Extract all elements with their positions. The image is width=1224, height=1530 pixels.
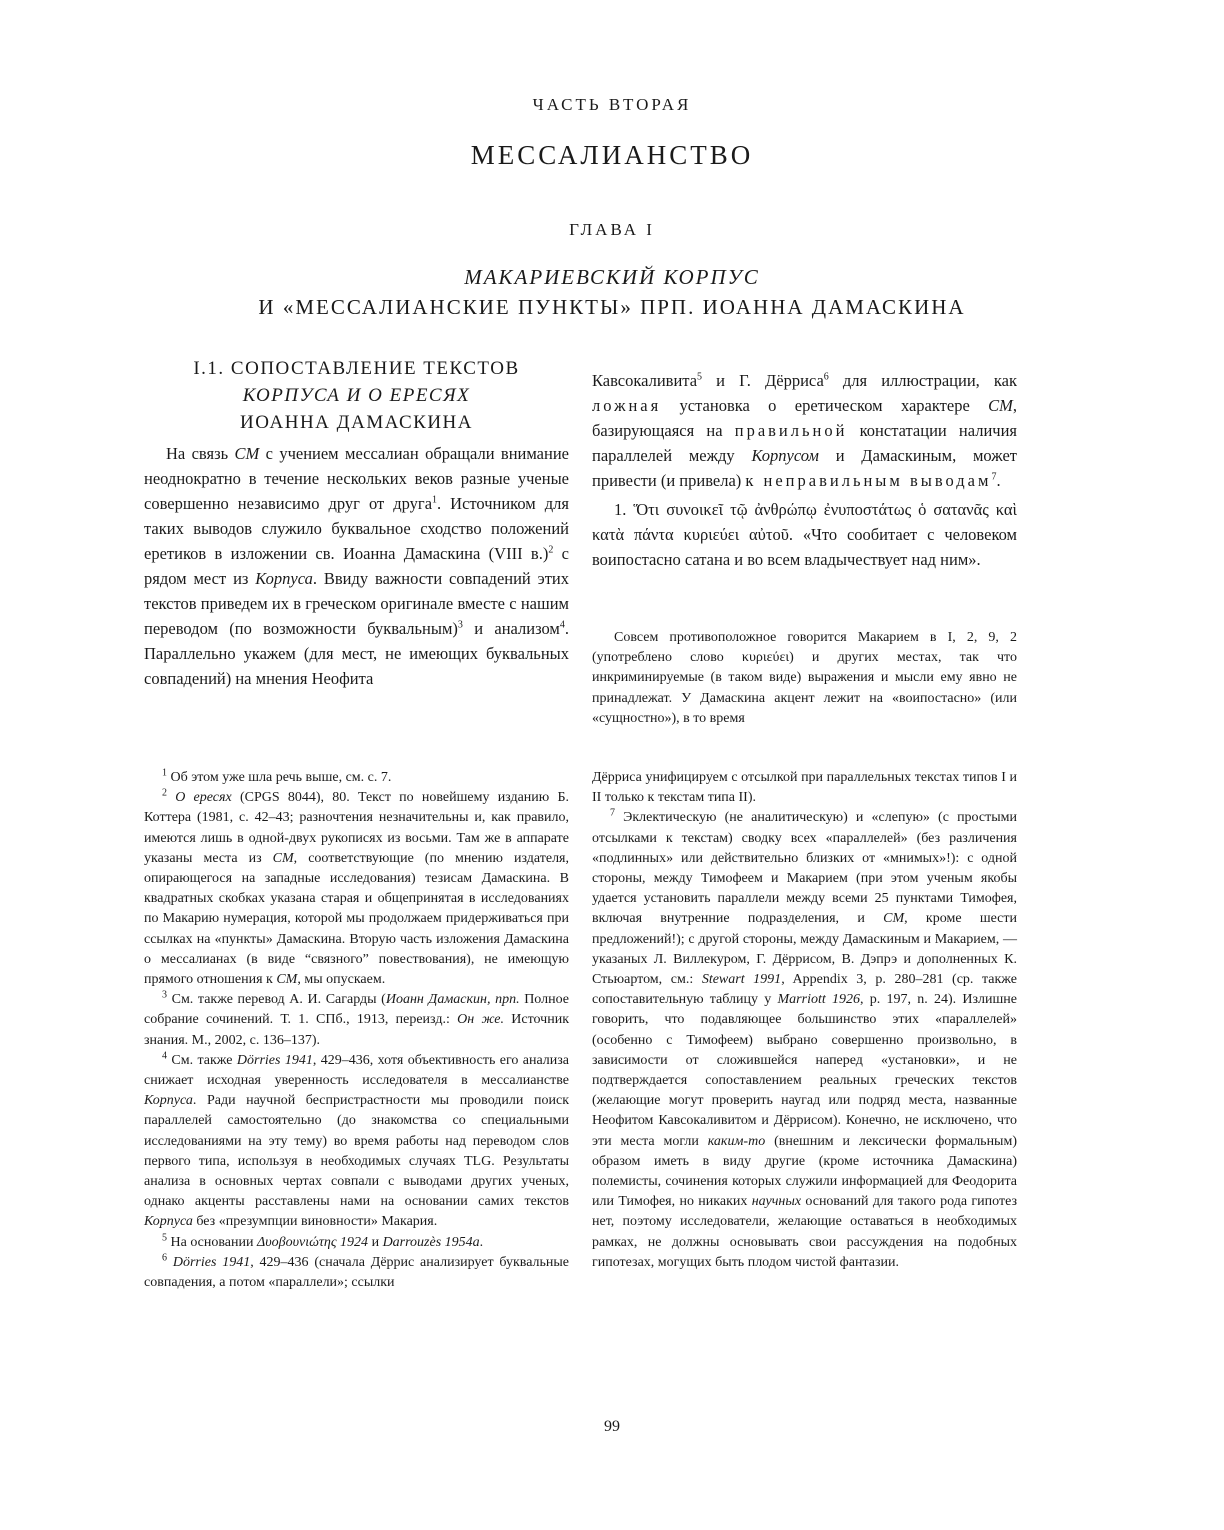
footnote-6-continued: Дёрриса унифицируем с отсылкой при параллельных текстах типов I и II только к текстам типа II). — [592, 770, 1017, 806]
commentary — [592, 628, 1017, 729]
section-heading-line2: КОРПУСА И О ЕРЕСЯХ — [242, 385, 471, 406]
footnote-6: $^6$ Dörries 1941, 429–436 (сначала Дёррис анализирует буквальные совпадения, а потом «параллели»; ссылки — [144, 1252, 570, 1291]
footnote-ref[interactable]: 7 — [991, 471, 997, 483]
section-heading-line3: ИОАННА ДАМАСКИНА — [240, 412, 473, 433]
footnote-ref[interactable]: 4 — [559, 619, 565, 631]
right-body-text — [592, 368, 1017, 572]
page-number: 99 — [604, 1418, 620, 1435]
chapter-heading: ГЛАВА I — [569, 220, 655, 239]
footnote-ref[interactable]: 6 — [823, 371, 829, 383]
footnotes-right — [592, 768, 1017, 1273]
footnote-5: $^5$ На основании Δυοβουνιώτης 1924 и Darrouzès 1954a. — [162, 1232, 484, 1250]
footnote-3: $^3$ См. также перевод А. И. Сагарды (Иоанн Дамаскин, прп. Полное собрание сочинений. Т. 1. СПб., 1913, переизд.: Он же. Источник знания. М., 2002, с. 136–137). — [144, 989, 569, 1048]
footnote-2: $^2$ О ересях (CPGS 8044), 80. Текст по новейшему изданию Б. Коттера (1981, с. 42–43; разночтения незначительны и, как правило, имеются лишь в одной-двух рукописях из восьми. Там же в аппарате указаны места из СМ, соответствующие (по мнению издателя, опирающегося на западные исследования) тезисам Дамаскина. В квадратных скобках указана старая и общепринятая в исследованиях по Макарию нумерация, которой мы продолжаем придерживаться при ссылках на «пункты» Дамаскина. Вторую часть изложения Дамаскина о мессалианах (в виде “связного” повествования), не имеющую прямого отношения к СМ, мы опускаем. — [144, 787, 569, 988]
chapter-title — [0, 262, 1224, 322]
footnote-7: $^7$ Эклектическую (не аналитическую) и «слепую» (с простыми отсылками к текстам) сводку всех «параллелей» (без различения «подлинных» или действительно близких от «мнимых»!): с одной стороны, между Тимофеем и Макарием (при этом ученым якобы удается установить параллели между всеми 25 пунктами Тимофея, включая внутренние подразделения, и СМ, кроме шести предложений!); с другой стороны, между Дамаскиным и Макарием, — указаных Л. Виллекуром, Г. Дёррисом, В. Дэпрэ и дополненных К. Стьюартом, см.: Stewart 1991, Appendix 3, p. 280–281 (ср. также сопоставительную таблицу у Marriott 1926, p. 197, n. 24). Излишне говорить, что подавляющее большинство этих «параллелей» (особенно с Тимофеем) выбрано совершенно произвольно, в зависимости от сложившейся наперед «установки», и не подтверждается сопоставлением реальных греческих текстов (желающие могут проверить наугад или подряд места, названные Неофитом Кавсокаливитом и Дёррисом). Конечно, не исключено, что эти места могли каким-то (внешним и лексически формальным) образом иметь в виду другие (кроме источника Дамаскина) полемисты, сочинения которых служили информацией для Феодорита или Тимофея, но никаких научных оснований для такого рода гипотез нет, поэтому исследователи, желающие оставаться в необходимых рамках, не должны основывать свои рассуждения на подобных гипотезах, могущих быть плодом чистой фантазии. — [592, 807, 1018, 1270]
chapter-title-line1: МАКАРИЕВСКИЙ КОРПУС — [464, 265, 760, 289]
left-body-text — [144, 441, 569, 691]
greek-item-1: 1. Ὅτι συνοικεῖ τῷ ἀνθρώπῳ ἐνυποστάτως ὁ σατανᾶς καὶ κατὰ πάντα κυριεύει αὐτοῦ. «Что сообитает с человеком воипостасно сатана и во всем владычествует над ним». — [592, 500, 1017, 569]
part-heading: ЧАСТЬ ВТОРАЯ — [532, 95, 692, 114]
left-paragraph: На связь СМ с учением мессалиан обращали внимание неоднократно в течение нескольких веков разные ученые совершенно независимо друг от друга$^1$. Источником для таких выводов служило буквальное сходство положений еретиков в изложении св. Иоанна Дамаскина (VIII в.)$^2$ с рядом мест из Корпуса. Ввиду важности совпадений этих текстов приведем их в греческом оригинале вместе с нашим переводом (по возможности буквальным)$^3$ и анализом$^4$. Параллельно укажем (для мест, не имеющих буквальных совпадений) на мнения Неофита — [144, 444, 570, 688]
section-heading — [144, 355, 569, 436]
commentary-paragraph: Совсем противоположное говорится Макарием в I, 2, 9, 2 (употреблено слово κυριεύει) и других местах, так что инкриминируемые (в таком виде) выражения и мысли ему явно не принадлежат. У Дамаскина акцент лежит на «воипостасно» (или «сущностно»), в то время — [592, 630, 1017, 726]
section-heading-line1: I.1. СОПОСТАВЛЕНИЕ ТЕКСТОВ — [193, 358, 520, 379]
right-paragraph: Кавсокаливита$^5$ и Г. Дёрриса$^6$ для иллюстрации, как ложная установка о еретическом характере СМ, базирующаяся на правильной констатации наличия параллелей между Корпусом и Дамаскиным, может привести (и привела) к неправильным выводам$^7$. — [592, 371, 1017, 490]
footnote-ref[interactable]: 2 — [548, 544, 554, 556]
footnotes-left — [144, 768, 569, 1293]
footnote-ref[interactable]: 5 — [697, 371, 703, 383]
chapter-title-line2: И «МЕССАЛИАНСКИЕ ПУНКТЫ» ПРП. ИОАННА ДАМАСКИНА — [258, 295, 966, 319]
footnote-ref[interactable]: 3 — [457, 619, 463, 631]
footnote-4: $^4$ См. также Dörries 1941, 429–436, хотя объективность его анализа снижает исходная уверенность исследователя в мессалианстве Корпуса. Ради научной беспристрастности мы проводили поиск параллелей самостоятельно (до знакомства со специальными исследованиями на эту тему) во время работы над переводом слов первого типа, используя в необходимых случаях TLG. Результаты анализа в основных чертах совпали с выводами других ученых, однако акценты расставлены нами на основании самих текстов Корпуса без «презумпции виновности» Макария. — [144, 1050, 570, 1230]
footnote-1: $^1$ Об этом уже шла речь выше, см. с. 7. — [162, 767, 392, 785]
footnote-ref[interactable]: 1 — [432, 494, 438, 506]
part-title: МЕССАЛИАНСТВО — [470, 140, 754, 170]
